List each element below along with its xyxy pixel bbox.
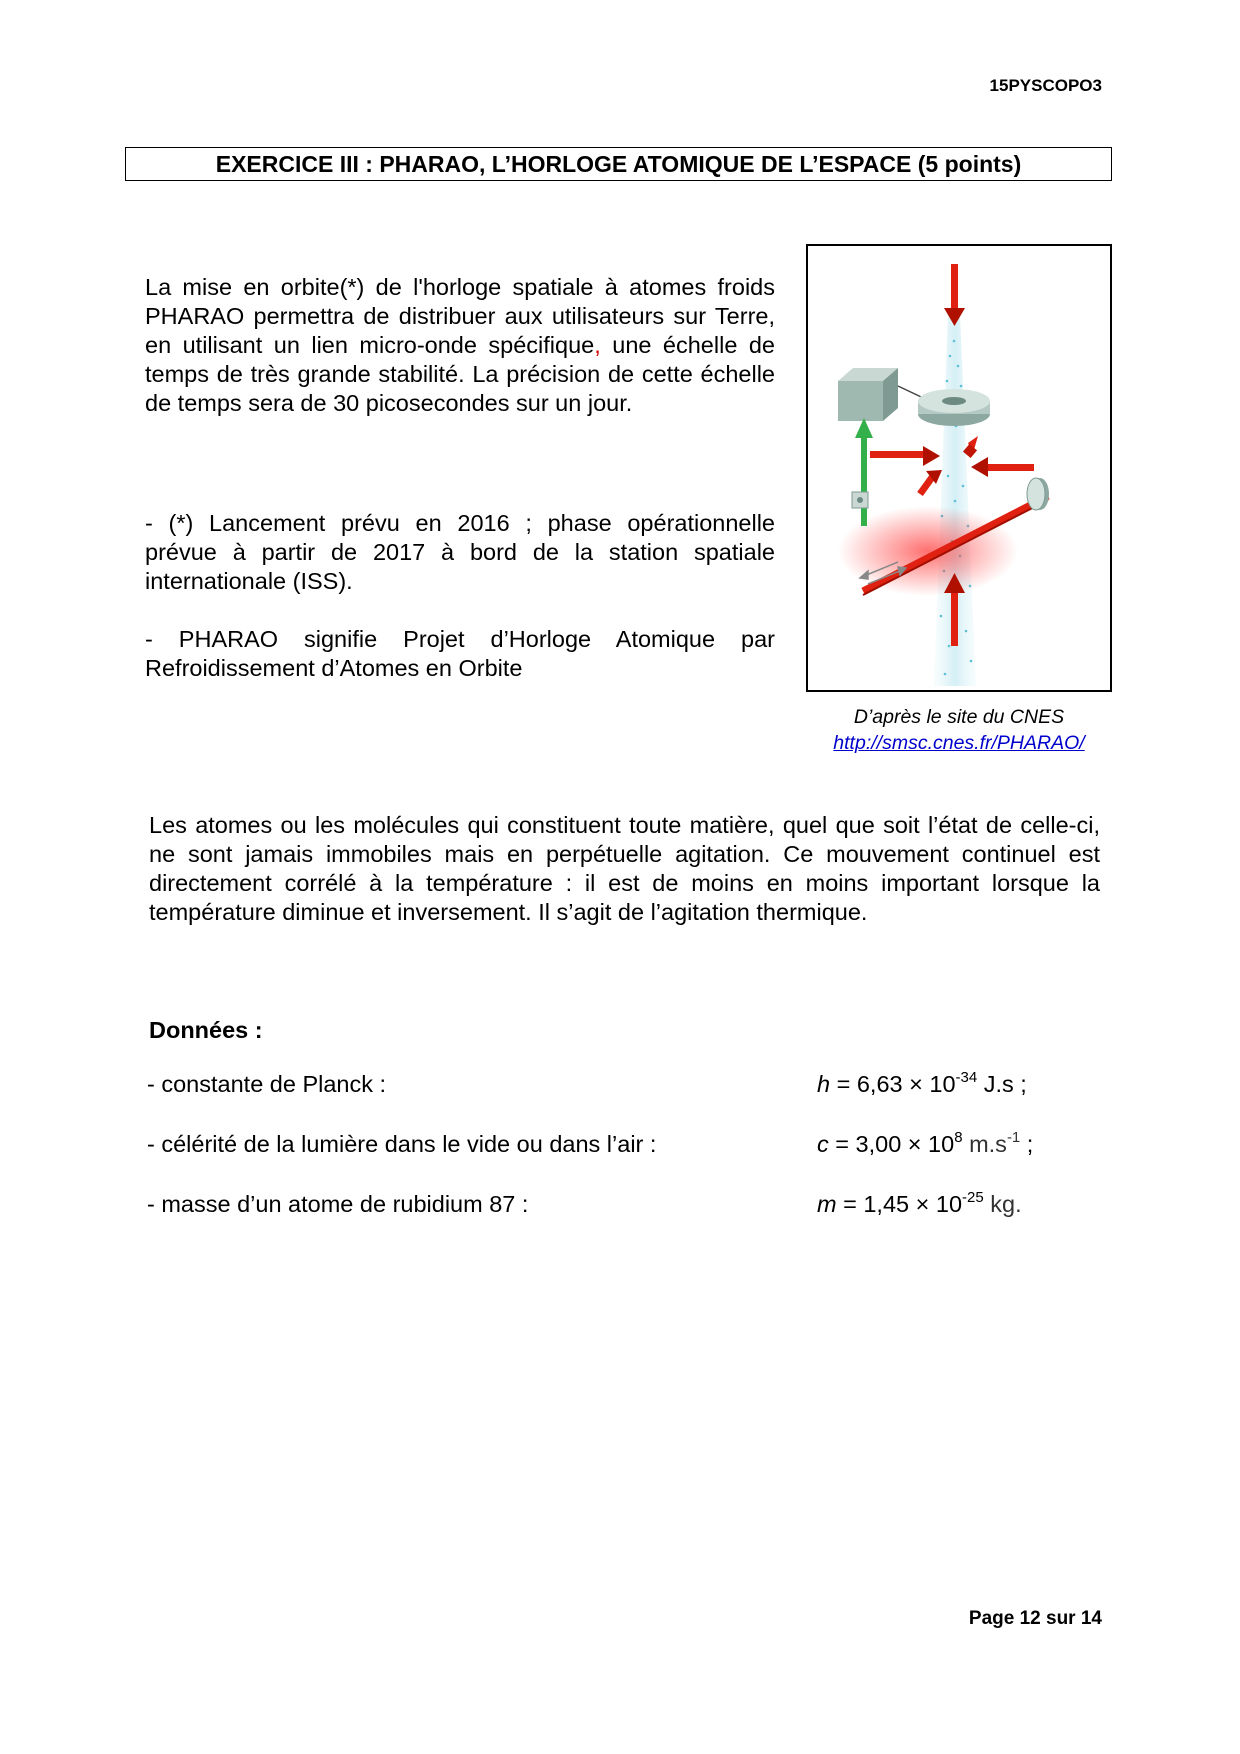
intro-text-part2: une échelle de temps de très grande stabilité. La précision de cette échelle de temps sera de 30 picosecondes sur un jour. [145,332,775,416]
pharao-figure [806,244,1112,692]
rubidium-mass-label: - masse d’un atome de rubidium 87 : [147,1191,529,1217]
green-arrow [855,418,873,526]
laser-arrow-left [868,446,940,466]
intro-paragraph [145,273,775,418]
caption-source: D’après le site du CNES [853,706,1065,728]
detector-box [838,368,898,421]
laser-arrow-right [971,457,1034,477]
figure-caption [806,704,1112,756]
agitation-paragraph: Les atomes ou les molécules qui constituent toute matière, quel que soit l’état de celle-ci, ne sont jamais immobiles mais en perpétuelle agitation. Ce mouvement continuel est directement corrélé à la température : il est de moins en moins important lorsque la température diminue et inversement. Il s’agit de l’agitation thermique. [149,812,1100,925]
mirror-disc-right [1027,478,1049,510]
launch-note: - (*) Lancement prévu en 2016 ; phase opérationnelle prévue à partir de 2017 à bord de la station spatiale internationale (ISS). [145,510,775,594]
laser-arrow-top [944,264,965,326]
light-speed-label: - célérité de la lumière dans le vide ou dans l’air : [147,1131,657,1157]
acronym-note: - PHARAO signifie Projet d’Horloge Atomique par Refroidissement d’Atomes en Orbite [145,626,775,681]
intro-text-part1: La mise en orbite(*) de l'horloge spatiale à atomes froids PHARAO permettra de distribuer aux utilisateurs sur Terre, en utilisant un lien micro-onde spécifique [145,274,775,358]
intro-red-comma: , [594,332,601,358]
small-mirror-left [852,492,868,508]
microwave-cavity [918,389,990,426]
exercise-title: EXERCICE III : PHARAO, L’HORLOGE ATOMIQUE DE L’ESPACE (5 points) [125,147,1112,181]
page-number: Page 12 sur 14 [968,1608,1102,1629]
laser-arrow-diag-lower [920,470,942,494]
pharao-diagram [808,246,1110,690]
rubidium-mass-value: $m = 1,45 \times 10^{-25}$ kg. [817,1189,1022,1217]
document-code: 15PYSCOPO3 [989,76,1102,95]
planck-label: - constante de Planck : [147,1071,387,1097]
light-speed-value: $c = 3,00 \times 10^8$ $m.s^{-1}$ ; [817,1129,1034,1157]
cnes-link[interactable]: http://smsc.cnes.fr/PHARAO/ [833,732,1085,754]
planck-value: $h = 6,63 \times 10^{-34}$ J.s ; [817,1069,1027,1097]
donnees-title: Données : [149,1017,263,1043]
